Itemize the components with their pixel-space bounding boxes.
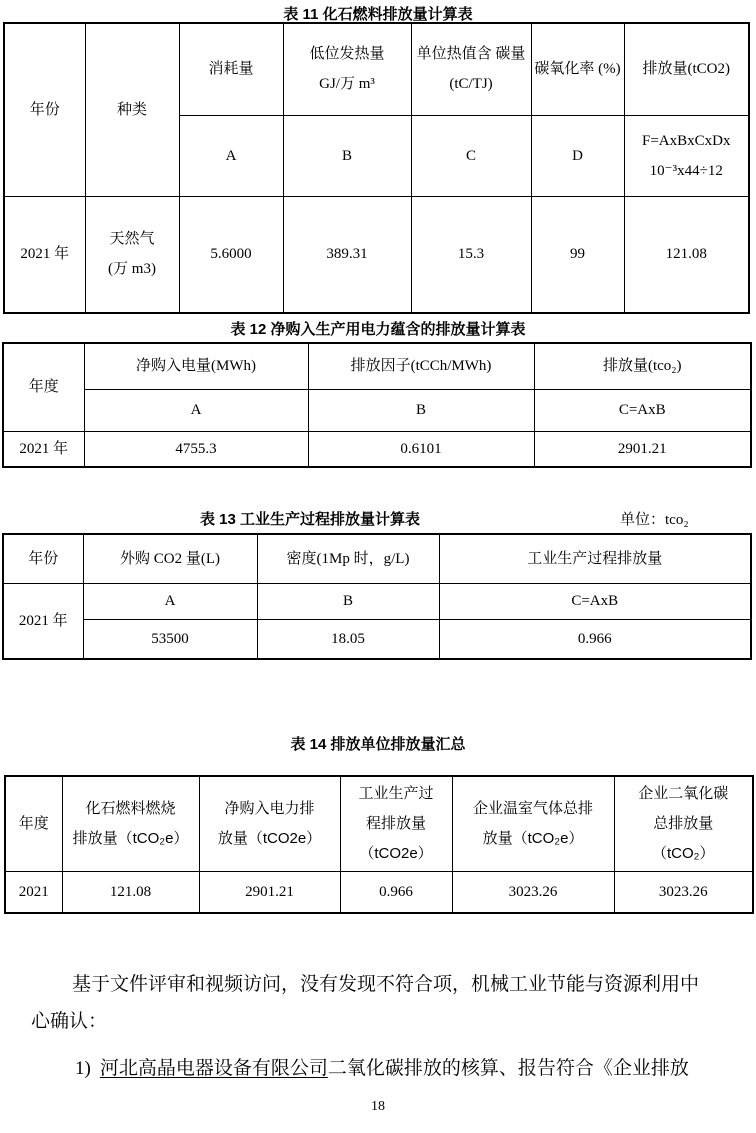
t11-row-value-b: 389.31 [283, 196, 411, 313]
t11-fuel-unit: (万 m3) [108, 261, 156, 278]
finding-item-1 [75, 1050, 735, 1087]
t14-header-process [340, 776, 452, 871]
t11-header-kind: 种类 [85, 23, 179, 196]
t14-header-ghg-line2: 放量（tCO₂e） [482, 829, 584, 847]
table-13-unit-label: 单位：tco₂ [620, 512, 689, 528]
t11-header-oxidation-rate: 碳氧化率 (%) [531, 23, 624, 115]
t14-row-process: 0.966 [340, 871, 452, 913]
t11-header-year: 年份 [4, 23, 85, 196]
t14-header-fossil-line2: 排放量（tCO₂e） [72, 829, 189, 847]
t11-row-value-f: 121.08 [624, 196, 749, 313]
t11-header-ncv-line1: 低位发热量 [309, 46, 385, 63]
t14-row-year: 2021 [5, 871, 62, 913]
t13-row-value-b: 18.05 [257, 619, 439, 659]
t11-header-ncv [283, 23, 411, 115]
table-13-title: 表 13 工业生产过程排放量计算表 [199, 511, 421, 528]
t14-header-electricity-line2: 放量（tCO2e） [217, 829, 322, 847]
table-14-summary [4, 775, 754, 914]
t14-header-fossil-line1: 化石燃料燃烧 [85, 799, 176, 817]
t14-header-electricity [199, 776, 340, 871]
item-marker: 1) [75, 1058, 91, 1079]
t11-header-c: C [411, 115, 531, 196]
t13-header-year: 年份 [3, 534, 83, 583]
t11-fuel-name: 天然气 [109, 231, 155, 248]
t14-header-electricity-line1: 净购入电力排 [224, 799, 315, 817]
t11-row-value-a: 5.6000 [179, 196, 283, 313]
t14-header-process-line3: （tCO2e） [359, 844, 433, 862]
item-text: 二氧化碳排放的核算、报告符合《企业排放 [327, 1058, 689, 1079]
t13-header-b: B [257, 583, 439, 619]
t14-header-year: 年度 [5, 776, 62, 871]
t12-row-value-b: 0.6101 [308, 431, 534, 467]
t12-header-factor: 排放因子(tCCh/MWh) [308, 343, 534, 389]
t14-header-co2-total [614, 776, 753, 871]
t12-header-emission: 排放量(tco₂) [534, 343, 751, 389]
t14-header-process-line1: 工业生产过 [358, 784, 434, 802]
company-name: 河北高晶电器设备有限公司 [99, 1058, 328, 1079]
table-11-fossil-fuel [3, 22, 750, 314]
t14-header-co2-line1: 企业二氧化碳 [638, 784, 729, 802]
t13-row-value-a: 53500 [83, 619, 257, 659]
confirmation-line1: 基于文件评审和视频访问，没有发现不符合项，机械工业节能与资源利用中 [72, 974, 700, 995]
confirmation-line2: 心确认： [31, 1011, 108, 1032]
t12-header-year: 年度 [3, 343, 84, 431]
t11-header-carbon-line1: 单位热值含 碳量 [416, 46, 526, 63]
t14-header-ghg-total [452, 776, 614, 871]
t11-row-value-d: 99 [531, 196, 624, 313]
t11-header-emission: 排放量(tCO2) [624, 23, 749, 115]
t12-header-b: B [308, 389, 534, 431]
table-13-process [2, 533, 752, 660]
t13-header-c: C=AxB [439, 583, 751, 619]
t13-row-year: 2021 年 [3, 583, 83, 659]
t11-formula-line2: 10⁻³x44÷12 [649, 162, 723, 179]
t14-header-co2-line3: （tCO₂） [652, 844, 715, 862]
t11-header-carbon-content [411, 23, 531, 115]
t11-header-consumption: 消耗量 [179, 23, 283, 115]
t12-header-electricity: 净购入电量(MWh) [84, 343, 308, 389]
page-number: 18 [371, 1099, 385, 1114]
t14-header-ghg-line1: 企业温室气体总排 [472, 799, 593, 817]
t11-row-fuel-kind [85, 196, 179, 313]
t14-header-co2-line2: 总排放量 [653, 814, 714, 832]
t11-header-a: A [179, 115, 283, 196]
t11-header-b: B [283, 115, 411, 196]
t14-row-fossil: 121.08 [62, 871, 199, 913]
t14-header-fossil [62, 776, 199, 871]
table-11-title: 表 11 化石燃料排放量计算表 [283, 6, 473, 23]
t12-header-c: C=AxB [534, 389, 751, 431]
t14-row-electricity: 2901.21 [199, 871, 340, 913]
table-12-title: 表 12 净购入生产用电力蕴含的排放量计算表 [230, 321, 526, 338]
t11-header-ncv-line2: GJ/万 m³ [319, 76, 375, 93]
t12-header-a: A [84, 389, 308, 431]
t14-row-ghg: 3023.26 [452, 871, 614, 913]
t11-formula-line1: F=AxBxCxDx [642, 132, 731, 149]
t13-row-value-c: 0.966 [439, 619, 751, 659]
t13-header-a: A [83, 583, 257, 619]
t13-header-process-emission: 工业生产过程排放量 [439, 534, 751, 583]
t11-header-d: D [531, 115, 624, 196]
t14-row-co2: 3023.26 [614, 871, 753, 913]
t13-header-co2-purchased: 外购 CO2 量(L) [83, 534, 257, 583]
t12-row-value-a: 4755.3 [84, 431, 308, 467]
t12-row-year: 2021 年 [3, 431, 84, 467]
t12-row-value-c: 2901.21 [534, 431, 751, 467]
t11-row-year: 2021 年 [4, 196, 85, 313]
t11-row-value-c: 15.3 [411, 196, 531, 313]
table-14-title: 表 14 排放单位排放量汇总 [290, 736, 466, 753]
t13-header-density: 密度(1Mp 时，g/L) [257, 534, 439, 583]
t14-header-process-line2: 程排放量 [365, 814, 426, 832]
t11-header-formula [624, 115, 749, 196]
table-12-electricity [2, 342, 752, 468]
confirmation-paragraph [31, 966, 731, 1040]
t11-header-carbon-line2: (tC/TJ) [449, 76, 493, 93]
table-13-title-row [0, 508, 756, 530]
